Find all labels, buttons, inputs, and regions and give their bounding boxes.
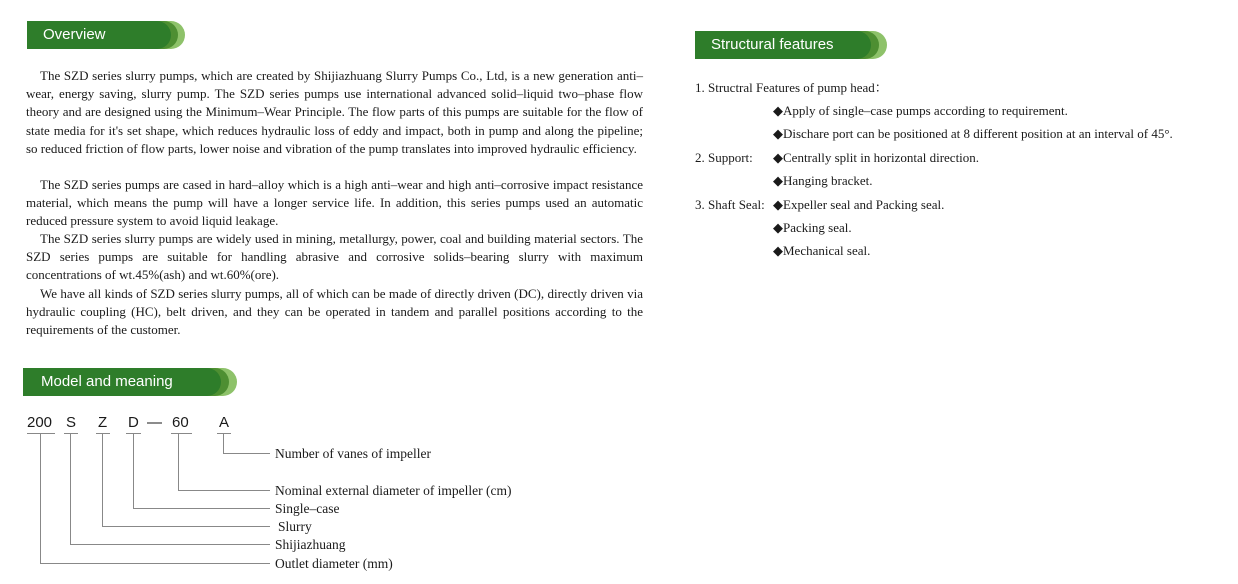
leader-company-vertical	[70, 433, 71, 544]
model-heading: Model and meaning	[23, 368, 221, 396]
structural-label-1: 1. Structral Features of pump head：	[695, 80, 888, 95]
leader-diameter-horizontal	[178, 490, 270, 491]
overview-paragraph-1: The SZD series slurry pumps, which are created by Shijiazhuang Slurry Pumps Co., Ltd, is a new generation anti–wear, energy saving, slurry pump. The SZD series pumps use international advanced solid–liquid two–phase flow theory and are designed using the Minimum–Wear Principle. The flow parts of this pumps are suitable for the flow of state media for it's set shape, which reduces hydraulic loss of eddy and impact, both in pump and along the pipeline; so reduced friction of flow parts, lower noise and vibration of the pump translates into improved hydraulic efficiency.	[26, 68, 643, 156]
leader-case-horizontal	[133, 508, 270, 509]
underline-diameter	[171, 433, 192, 434]
meaning-outlet: Outlet diameter (mm)	[275, 556, 393, 571]
structural-item-3c: ◆Mechanical seal.	[773, 243, 871, 258]
meaning-vanes: Number of vanes of impeller	[275, 446, 431, 461]
leader-diameter-vertical	[178, 433, 179, 490]
model-code-diameter: 60	[172, 414, 189, 431]
meaning-company: Shijiazhuang	[275, 537, 346, 552]
leader-outlet-vertical	[40, 433, 41, 563]
model-code-dash: —	[147, 414, 162, 431]
model-heading-badge	[23, 368, 237, 396]
leader-vanes-horizontal	[223, 453, 270, 454]
leader-company-horizontal	[70, 544, 270, 545]
overview-heading-badge	[27, 21, 185, 49]
structural-item-2b: ◆Hanging bracket.	[773, 173, 873, 188]
meaning-type: Slurry	[278, 519, 312, 534]
structural-label-2: 2. Support:	[695, 150, 753, 165]
model-code-type: Z	[98, 414, 108, 431]
overview-paragraph-4: We have all kinds of SZD series slurry pumps, all of which can be made of directly driven (DC), directly driven via hydraulic coupling (HC), belt driven, and they can be operated in tandem and parallel positions according to the requirements of the customer.	[26, 286, 643, 338]
structural-item-3b: ◆Packing seal.	[773, 220, 852, 235]
structural-heading: Structural features	[695, 31, 871, 59]
underline-company	[64, 433, 78, 434]
model-code-case: D	[128, 414, 139, 431]
model-code-vanes: A	[219, 414, 230, 431]
leader-vanes-vertical	[223, 433, 224, 453]
model-code-company: S	[66, 414, 77, 431]
structural-item-1a: ◆Apply of single–case pumps according to requirement.	[773, 103, 1068, 118]
structural-item-1b: ◆Dischare port can be positioned at 8 different position at an interval of 45°.	[773, 126, 1173, 141]
overview-paragraph-3: The SZD series slurry pumps are widely used in mining, metallurgy, power, coal and building material sectors. The SZD series pumps are suitable for handling abrasive and corrosive solids–bearing slurry with maximum concentrations of wt.45%(ash) and wt.60%(ore).	[26, 231, 643, 283]
structural-item-2a: ◆Centrally split in horizontal direction.	[773, 150, 980, 165]
leader-case-vertical	[133, 433, 134, 508]
underline-vanes	[217, 433, 231, 434]
overview-heading: Overview	[27, 21, 171, 49]
underline-outlet	[27, 433, 55, 434]
structural-label-3: 3. Shaft Seal:	[695, 197, 765, 212]
leader-type-vertical	[102, 433, 103, 526]
model-code-outlet: 200	[27, 414, 53, 431]
leader-type-horizontal	[102, 526, 270, 527]
meaning-case: Single–case	[275, 501, 340, 516]
meaning-diameter: Nominal external diameter of impeller (cm)	[275, 483, 512, 498]
underline-type	[96, 433, 110, 434]
structural-item-3a: ◆Expeller seal and Packing seal.	[773, 197, 945, 212]
overview-paragraph-2: The SZD series pumps are cased in hard–alloy which is a high anti–wear and high anti–corrosive impact resistance material, which means the pump will have a longer service life. In addition, this series pumps used an automatic reduced pressure system to avoid liquid leakage.	[26, 177, 643, 229]
leader-outlet-horizontal	[40, 563, 270, 564]
structural-heading-badge	[695, 31, 887, 59]
